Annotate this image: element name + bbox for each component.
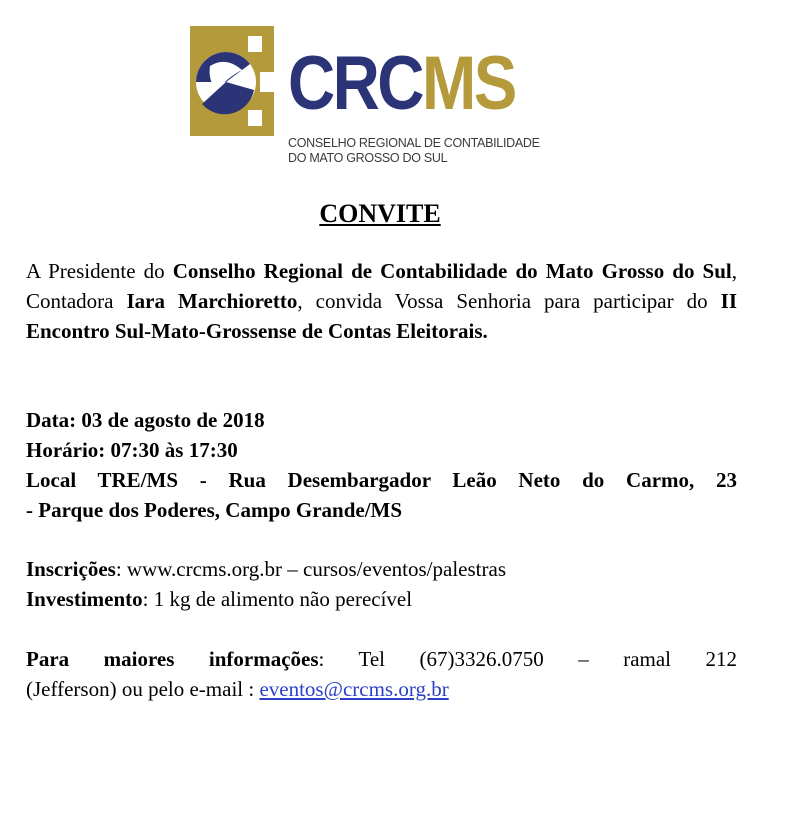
- intro-text-3: , convida Vossa Senhoria para participar do: [297, 289, 721, 313]
- registration-info: [26, 554, 737, 614]
- event-location-line1: Local TRE/MS - Rua Desembargador Leão Neto do Carmo, 23: [26, 468, 737, 492]
- event-date: Data: 03 de agosto de 2018: [26, 408, 265, 432]
- contact-email-link[interactable]: eventos@crcms.org.br: [259, 677, 449, 701]
- event-location-line2: - Parque dos Poderes, Campo Grande/MS: [26, 498, 403, 522]
- logo-subtitle: [288, 136, 540, 166]
- council-name: Conselho Regional de Contabilidade do Mato Grosso do Sul: [172, 259, 732, 283]
- crcms-logo: [190, 26, 540, 176]
- intro-text-1: A Presidente do: [26, 259, 173, 283]
- logo-ms-text: MS: [421, 41, 515, 126]
- investment-label: Investimento: [26, 587, 143, 611]
- investment-value: : 1 kg de alimento não perecível: [142, 587, 413, 611]
- logo-crc-text: CRC: [288, 41, 422, 126]
- registration-label: Inscrições: [26, 557, 116, 581]
- logo-subtitle-line2: DO MATO GROSSO DO SUL: [288, 151, 448, 165]
- event-name: II Encontro Sul-Mato-Grossense de Contas Eleitorais.: [26, 289, 737, 343]
- contact-info: [26, 644, 737, 704]
- contact-text: (Jefferson) ou pelo e-mail :: [26, 677, 260, 701]
- logo-subtitle-line1: CONSELHO REGIONAL DE CONTABILIDADE: [288, 136, 540, 150]
- registration-line: [26, 554, 737, 584]
- contact-line2: [26, 674, 737, 704]
- intro-text-2: , Contadora: [26, 259, 738, 313]
- investment-line: [26, 584, 737, 614]
- invitation-title: CONVITE: [319, 199, 441, 228]
- president-name: Iara Marchioretto: [126, 289, 298, 313]
- intro-paragraph: [26, 256, 737, 346]
- crcms-gear-emblem: [190, 26, 274, 136]
- event-time: Horário: 07:30 às 17:30: [26, 438, 238, 462]
- event-details: [26, 405, 737, 525]
- contact-phone: : Tel (67)3326.0750 – ramal 212: [318, 647, 737, 671]
- contact-line1: [26, 644, 737, 674]
- contact-label: Para maiores informações: [26, 647, 319, 671]
- logo-wordmark: [288, 41, 515, 126]
- registration-value: : www.crcms.org.br – cursos/eventos/palestras: [115, 557, 506, 581]
